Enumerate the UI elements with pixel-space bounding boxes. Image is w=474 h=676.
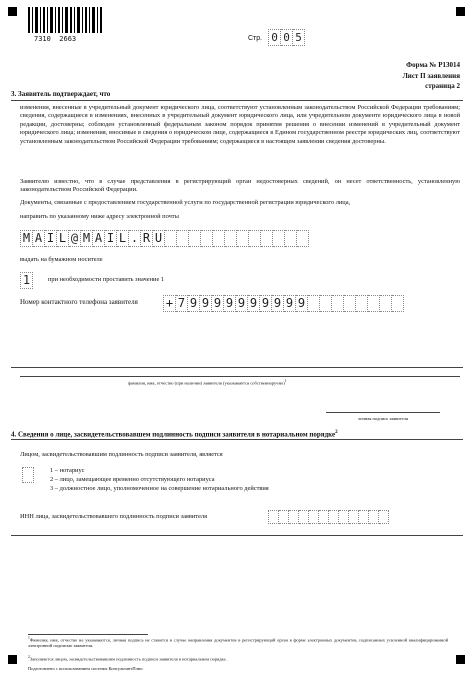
corner-marker-top-left [8, 7, 17, 16]
section4-title: 4. Сведения о лице, засвидетельствовавшем подлинность подписи заявителя в нотариальном порядке$^2$ [11, 430, 338, 439]
phone-char-cell[interactable] [344, 295, 356, 312]
phone-char-cell[interactable] [332, 295, 344, 312]
inn-char-cell[interactable] [289, 510, 299, 524]
consultant-footer: Подготовлено с использованием системы КонсультантПлюс [28, 666, 144, 671]
phone-field[interactable] [163, 295, 404, 312]
inn-char-cell[interactable] [329, 510, 339, 524]
email-char-cell[interactable]: I [105, 230, 117, 247]
email-char-cell[interactable] [285, 230, 297, 247]
barcode-image [28, 7, 104, 33]
email-char-cell[interactable]: U [153, 230, 165, 247]
sheet-page: страница 2 [425, 82, 460, 90]
email-char-cell[interactable]: I [45, 230, 57, 247]
footnote-1: $^1$Фамилия, имя, отчество не указываются, личная подпись не ставится в случае направления документов в регистрирующий орган в форме электронных документов, подписанных усиленной квалифицированной электронной подписью заявителя. [28, 636, 448, 648]
corner-marker-top-right [456, 7, 465, 16]
email-field[interactable] [20, 230, 309, 247]
notary-type-cell[interactable] [22, 467, 34, 483]
email-char-cell[interactable]: M [20, 230, 33, 247]
inn-char-cell[interactable] [309, 510, 319, 524]
footnote-2: $^2$Заполняется лицом, засвидетельствовавшим подлинность подписи заявителя в нотариальном порядке. [28, 655, 227, 662]
page-digit-cell: 0 [268, 29, 281, 46]
phone-label: Номер контактного телефона заявителя [20, 298, 138, 306]
email-char-cell[interactable]: L [57, 230, 69, 247]
page-digit-cell: 0 [281, 29, 293, 46]
email-char-cell[interactable]: A [93, 230, 105, 247]
inn-char-cell[interactable] [268, 510, 279, 524]
email-char-cell[interactable] [201, 230, 213, 247]
email-char-cell[interactable]: . [129, 230, 141, 247]
email-char-cell[interactable] [273, 230, 285, 247]
email-char-cell[interactable] [177, 230, 189, 247]
phone-char-cell[interactable]: 9 [260, 295, 272, 312]
page-number-cells [268, 29, 305, 46]
notary-option-3: 3 – должностное лицо, уполномоченное на совершение нотариального действия [50, 485, 269, 492]
phone-char-cell[interactable]: 9 [188, 295, 200, 312]
email-char-cell[interactable] [189, 230, 201, 247]
corner-marker-bottom-right [456, 655, 465, 664]
paper-copy-cell[interactable]: 1 [20, 272, 33, 289]
email-char-cell[interactable] [261, 230, 273, 247]
fio-line [20, 376, 460, 377]
paper-copy-field[interactable] [20, 272, 33, 289]
documents-label: Документы, связанные с предоставлением государственной услуги по государственной регистрации юридического лица, [20, 199, 351, 206]
footnote-ref-1: 1 [284, 379, 287, 383]
form-title: Форма № Р13014 [406, 61, 460, 69]
email-char-cell[interactable] [237, 230, 249, 247]
phone-char-cell[interactable]: 9 [296, 295, 308, 312]
responsibility-paragraph: Заявителю известно, что в случае представления в регистрирующий орган недостоверных сведений, он несет ответственность, установленную законодательством Российской Федерации. [20, 178, 460, 194]
email-char-cell[interactable] [297, 230, 309, 247]
page-label: Стр. [248, 35, 263, 42]
inn-char-cell[interactable] [379, 510, 389, 524]
phone-char-cell[interactable]: + [163, 295, 176, 312]
signature-line [326, 412, 440, 413]
email-char-cell[interactable] [213, 230, 225, 247]
paper-hint: при необходимости проставить значение 1 [48, 276, 165, 283]
phone-char-cell[interactable] [356, 295, 368, 312]
inn-char-cell[interactable] [369, 510, 379, 524]
phone-char-cell[interactable]: 9 [284, 295, 296, 312]
footnote-divider [28, 634, 148, 635]
email-char-cell[interactable] [165, 230, 177, 247]
paper-label: выдать на бумажном носителе [20, 256, 103, 263]
phone-char-cell[interactable]: 9 [236, 295, 248, 312]
sheet-title: Лист П заявления [402, 72, 460, 80]
phone-char-cell[interactable]: 9 [272, 295, 284, 312]
phone-char-cell[interactable] [380, 295, 392, 312]
barcode-number: 7310 2663 [34, 35, 77, 43]
email-char-cell[interactable]: L [117, 230, 129, 247]
phone-char-cell[interactable]: 9 [248, 295, 260, 312]
corner-marker-bottom-left [8, 655, 17, 664]
fio-caption: фамилия, имя, отчество (при наличии) заявителя (указываются собственноручно)$^1$ [128, 379, 287, 386]
inn-char-cell[interactable] [359, 510, 369, 524]
inn-char-cell[interactable] [349, 510, 359, 524]
section3-title: 3. Заявитель подтверждает, что [11, 90, 111, 98]
phone-char-cell[interactable]: 7 [176, 295, 188, 312]
notary-option-2: 2 – лицо, замещающее временно отсутствующего нотариуса [50, 476, 215, 483]
phone-char-cell[interactable] [308, 295, 320, 312]
phone-char-cell[interactable] [368, 295, 380, 312]
email-char-cell[interactable]: M [81, 230, 93, 247]
email-char-cell[interactable] [225, 230, 237, 247]
inn-field[interactable] [268, 510, 389, 524]
inn-char-cell[interactable] [339, 510, 349, 524]
notary-type-field[interactable] [22, 467, 34, 483]
inn-char-cell[interactable] [299, 510, 309, 524]
inn-char-cell[interactable] [319, 510, 329, 524]
phone-char-cell[interactable]: 9 [224, 295, 236, 312]
confirmation-paragraph: изменения, внесенные в учредительный документ юридического лица, соответствуют установленным законодательством Российской Федерации требованиям; сведения, содержащиеся в изменениях, внесенных в учредительный документ юридического лица, или учредительном документе юридического лица в новой редакции, достоверны; соблюден установленный федеральным законом порядок принятия решения о внесении изменений в учредительный документ юридического лица; изменения, вносимые в сведения о юридическом лице, содержащиеся в Едином государственном реестре юридических лиц, соответствуют установленным законодательством Российской Федерации требованиям; содержащиеся в настоящем заявлении сведения достоверны. [20, 104, 460, 145]
phone-char-cell[interactable]: 9 [200, 295, 212, 312]
signature-caption: личная подпись заявителя [358, 416, 408, 421]
notary-option-1: 1 – нотариус [50, 467, 85, 474]
notary-person-label: Лицом, засвидетельствовавшим подлинность подписи заявителя, является [20, 451, 223, 458]
phone-char-cell[interactable] [320, 295, 332, 312]
email-label: направить по указанному ниже адресу электронной почты [20, 213, 179, 220]
page-digit-cell: 5 [293, 29, 305, 46]
phone-char-cell[interactable]: 9 [212, 295, 224, 312]
footnote-ref-2: 2 [335, 430, 338, 435]
email-char-cell[interactable]: R [141, 230, 153, 247]
phone-char-cell[interactable] [392, 295, 404, 312]
email-char-cell[interactable]: A [33, 230, 45, 247]
email-char-cell[interactable]: @ [69, 230, 81, 247]
inn-label: ИНН лица, засвидетельствовавшего подлинность подписи заявителя [20, 513, 208, 520]
email-char-cell[interactable] [249, 230, 261, 247]
inn-char-cell[interactable] [279, 510, 289, 524]
